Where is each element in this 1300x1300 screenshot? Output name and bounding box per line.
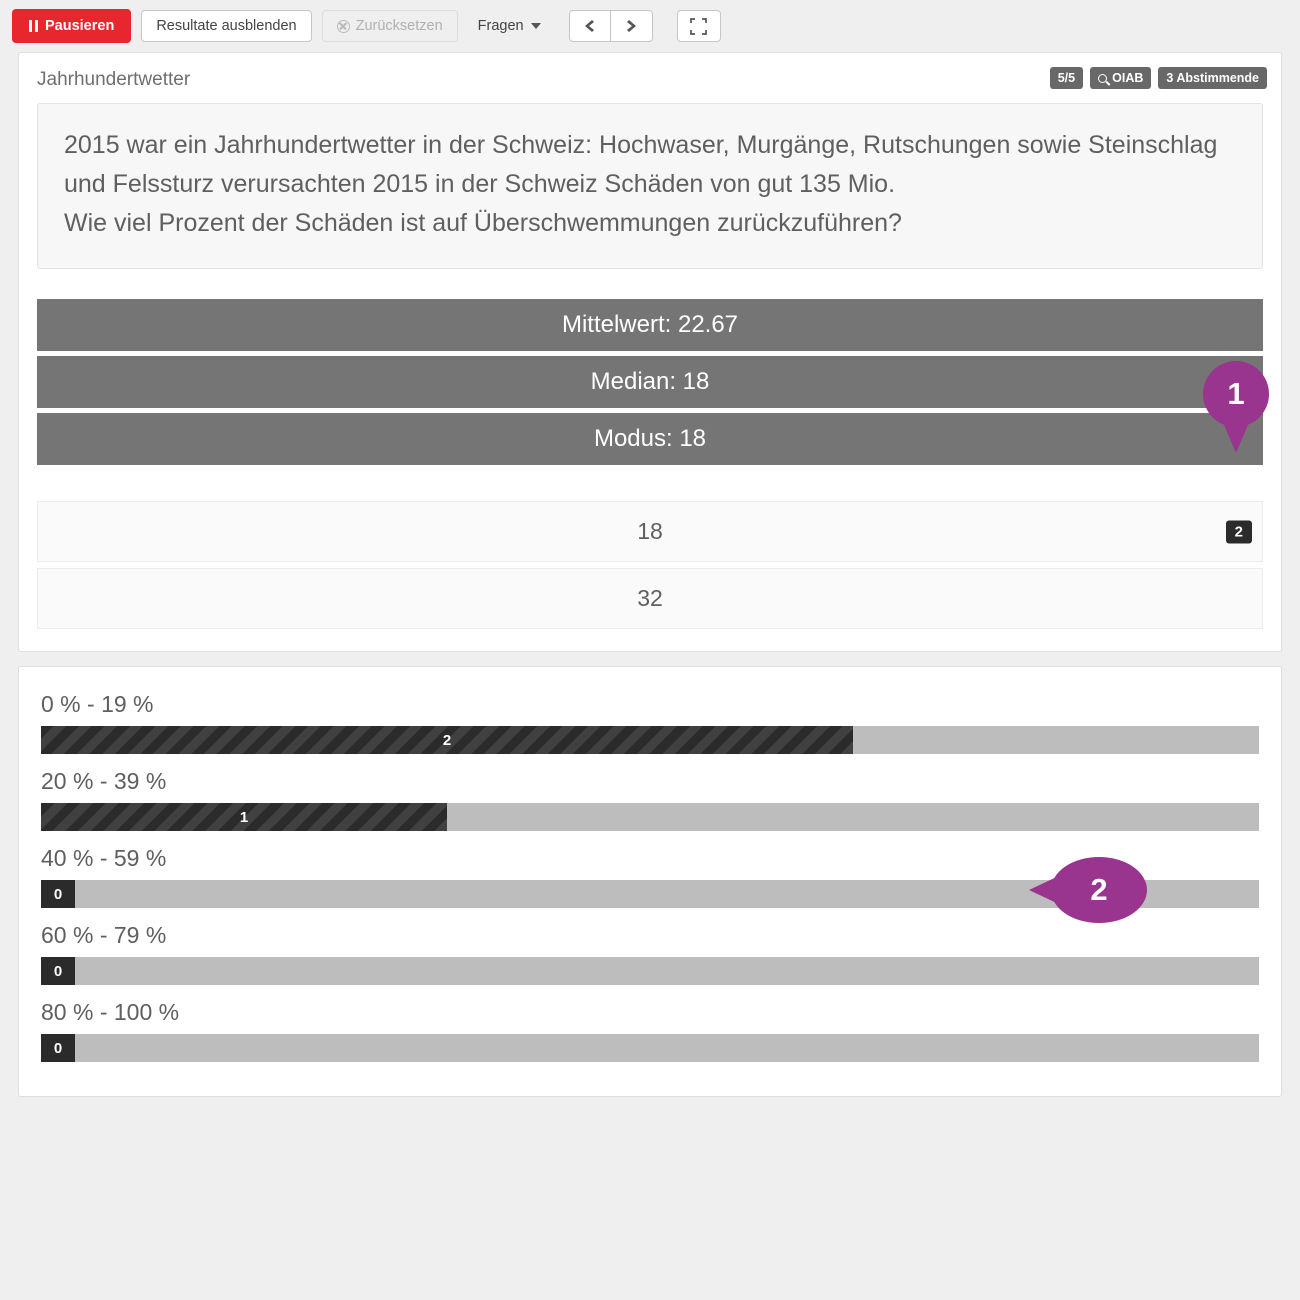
- next-question-button[interactable]: [611, 10, 653, 42]
- search-icon: [1098, 74, 1107, 83]
- stat-mean: Mittelwert: 22.67: [37, 299, 1263, 351]
- statistics-group: [37, 299, 1263, 465]
- question-text-box: [37, 103, 1263, 269]
- reset-button-label: Zurücksetzen: [355, 17, 443, 34]
- oiab-badge-label: OIAB: [1112, 70, 1144, 85]
- table-row: [37, 501, 1263, 562]
- question-text-line1: 2015 war ein Jahrhundertwetter in der Schweiz: Hochwaser, Murgänge, Rutschungen sowie Steinschlag und Felssturz verursachten 2015 in der Schweiz Schäden von gut 135 Mio.: [64, 131, 1218, 198]
- reset-icon: [337, 20, 350, 33]
- histogram-item-0: [41, 685, 1259, 754]
- reset-button[interactable]: [322, 10, 458, 43]
- histogram-bar-fill: 0: [41, 1034, 75, 1062]
- page-title: Jahrhundertwetter: [37, 69, 191, 90]
- histogram-bar-fill: 1: [41, 803, 447, 831]
- annotation-marker-2-label: 2: [1090, 872, 1108, 908]
- histogram-bar-track: [41, 1034, 1259, 1062]
- questions-dropdown[interactable]: [468, 10, 551, 42]
- previous-question-button[interactable]: [569, 10, 611, 42]
- fullscreen-icon: [690, 18, 707, 35]
- histogram-label: 40 % - 59 %: [41, 845, 167, 872]
- histogram-label: 60 % - 79 %: [41, 922, 167, 949]
- histogram-bar-track: [41, 726, 1259, 754]
- pause-button[interactable]: [12, 9, 131, 44]
- chevron-down-icon: [531, 23, 541, 29]
- badge-group: [1050, 67, 1267, 90]
- histogram-bar-track: [41, 957, 1259, 985]
- stat-mode: Modus: 18: [37, 413, 1263, 465]
- pause-button-label: Pausieren: [45, 17, 115, 34]
- chevron-right-icon: [626, 19, 637, 33]
- toolbar: [0, 0, 1300, 52]
- oiab-badge[interactable]: [1090, 67, 1151, 90]
- navigation-group: [569, 10, 653, 42]
- answer-count-badge: 2: [1226, 520, 1252, 543]
- annotation-marker-1-label: 1: [1227, 376, 1245, 412]
- stat-median: Median: 18: [37, 356, 1263, 408]
- answer-value: 32: [637, 585, 663, 612]
- answer-value: 18: [637, 518, 663, 545]
- histogram-item-1: [41, 762, 1259, 831]
- annotation-marker-2: [1029, 857, 1147, 923]
- histogram-label: 20 % - 39 %: [41, 768, 167, 795]
- histogram-bar-fill: 0: [41, 957, 75, 985]
- histogram-panel: [18, 666, 1282, 1097]
- progress-badge: 5/5: [1050, 67, 1083, 90]
- histogram-bar-fill: 2: [41, 726, 853, 754]
- question-text-line2: Wie viel Prozent der Schäden ist auf Überschwemmungen zurückzuführen?: [64, 208, 902, 237]
- histogram-item-3: [41, 916, 1259, 985]
- fullscreen-button[interactable]: [677, 10, 721, 42]
- question-card-header: [19, 53, 1281, 97]
- table-row: [37, 568, 1263, 629]
- question-card: [18, 52, 1282, 652]
- histogram-item-4: [41, 993, 1259, 1062]
- histogram-label: 0 % - 19 %: [41, 691, 154, 718]
- chevron-left-icon: [584, 19, 595, 33]
- questions-dropdown-label: Fragen: [477, 18, 524, 34]
- voters-badge: 3 Abstimmende: [1158, 67, 1267, 90]
- histogram-label: 80 % - 100 %: [41, 999, 180, 1026]
- pause-icon: [29, 20, 38, 32]
- hide-results-button[interactable]: Resultate ausblenden: [141, 10, 311, 43]
- annotation-marker-1: [1203, 361, 1269, 453]
- histogram-bar-track: [41, 803, 1259, 831]
- histogram-bar-fill: 0: [41, 880, 75, 908]
